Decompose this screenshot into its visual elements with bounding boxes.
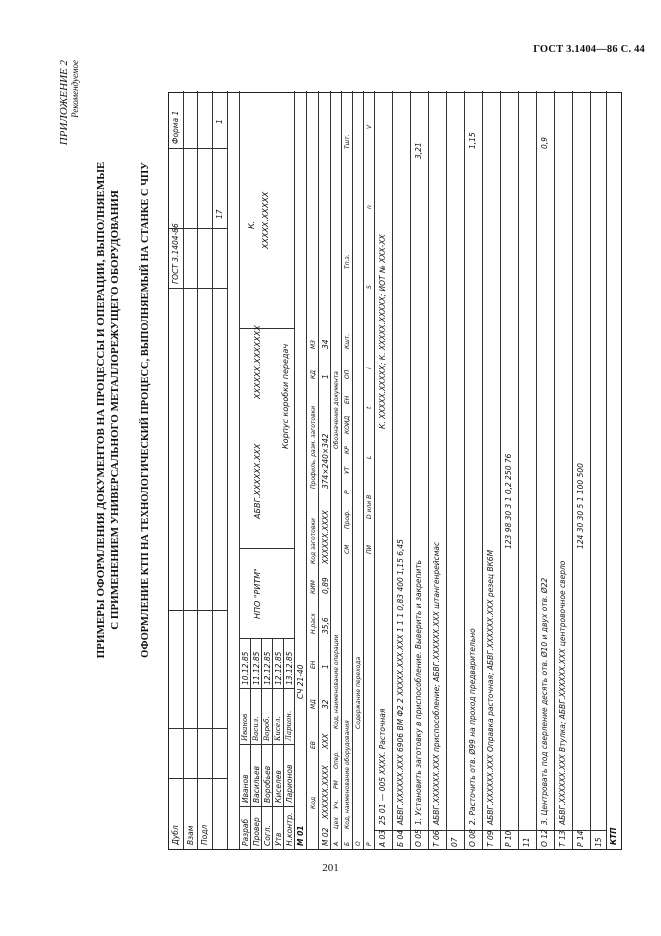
document-code-2: XXXXXX.XXXXXXX: [253, 325, 262, 399]
row-3-right: 3,21: [414, 142, 423, 159]
row-5-number: 07: [450, 837, 459, 847]
m02-profil: 374×240×342: [321, 433, 330, 489]
role-utv: Утв: [274, 832, 283, 846]
hdr-p-v: V: [366, 124, 373, 129]
sheet-total: 17: [215, 209, 224, 219]
hdr-b-op: ОП: [344, 369, 351, 379]
hdr-b-prof: Проф.: [344, 509, 351, 529]
row-1-number: А 03: [378, 829, 387, 847]
m01-header-kim: КИМ: [310, 580, 317, 594]
hdr-p-n: n: [366, 205, 373, 209]
row-13-number: 15: [594, 837, 603, 847]
role-razrab: Разраб: [241, 818, 250, 846]
hdr-o-content: Содержание перехода: [355, 656, 362, 729]
m02-kim: 0,89: [321, 577, 330, 594]
row-10-right: 0,9: [540, 137, 549, 149]
ktp-form-rotated: [168, 92, 622, 850]
material: СЧ 21-40: [296, 664, 305, 699]
m01-header-profil: Профиль, разм. заготовки: [310, 405, 317, 489]
hdr-a-rm: РМ: [333, 780, 340, 789]
hdr-b-marker: Б: [344, 841, 351, 846]
hdr-p-s: S: [366, 285, 373, 289]
m02-code: XXXXXX.XXXX: [321, 765, 330, 819]
row-10-text: 3. Центровать под сверление десять отв. Ø10 и двух отв. Ø22: [540, 577, 549, 825]
row-9-number: 11: [522, 837, 531, 847]
appendix-note: Рекомендуемое: [70, 60, 80, 118]
hdr-p-i: i: [366, 367, 373, 369]
m01-header-ev: ЕВ: [310, 741, 317, 749]
m01-header-md: МД: [310, 699, 317, 709]
row-10-number: О 12: [540, 829, 549, 847]
page-number: 201: [322, 862, 339, 874]
m02-kod-zag: XXXXXX.XXXX: [321, 510, 330, 564]
hdr-b-en: ЕН: [344, 395, 351, 404]
date-4: 12.12.85: [274, 651, 283, 685]
m01-header-kod-zag: Код заготовки: [310, 518, 317, 564]
hdr-b-sm: СМ: [344, 544, 351, 554]
left-label-vzam: Взам: [186, 825, 195, 845]
row-2-number: Б 04: [396, 829, 405, 847]
signature-5: Ларион.: [285, 710, 293, 741]
appendix-label-block: [58, 60, 80, 260]
page-title: [94, 130, 122, 690]
name-4: Киселев: [274, 770, 283, 803]
row-7-text: АБВГ.ХХХХХХ.ХХХ Оправка расточная; АБВГ.ХХХХХХ.ХХХ резец ВК6М: [486, 549, 495, 825]
row-11-text: АБВГ.ХХХХХХ.ХХХ Втулка; АБВГ.ХХХХХХ.ХХХ центровочное сверло: [558, 560, 567, 825]
role-sogl: Согл.: [263, 825, 272, 846]
row-6-text: 2. Расточить отв. Ø99 на проход предварительно: [468, 628, 477, 825]
hdr-b-ksht: Кшт.: [344, 333, 351, 349]
m01-header-en: ЕН: [310, 660, 317, 669]
m02-md: 32: [321, 699, 330, 709]
signature-2: Васил.: [252, 716, 260, 741]
m02-ev: XXX: [321, 733, 330, 749]
date-1: 10.12.85: [241, 651, 250, 685]
left-label-dubl: Дубл: [171, 825, 180, 845]
name-1: Иванов: [241, 774, 250, 803]
hdr-a-oper: Опер.: [333, 750, 340, 769]
hdr-a-uch: Уч.: [333, 799, 340, 809]
hdr-p-marker: Р: [366, 842, 373, 846]
row-1-text: 25 01 — 005 ХХХХ. Расточная: [378, 708, 387, 825]
row-8-text: 123 98 30 3 1 0,2 250 76: [504, 453, 513, 549]
date-5: 13.12.85: [285, 651, 294, 685]
row-3-number: О 05: [414, 829, 423, 847]
date-3: 12.12.85: [263, 651, 272, 685]
hdr-b-kr: КР: [344, 446, 351, 454]
hdr-o-marker: О: [355, 841, 362, 846]
hdr-p-t: t: [366, 406, 373, 409]
m02-mz: 34: [321, 339, 330, 349]
hdr-a-name: Код, наименование операции: [333, 634, 340, 729]
document-code: АБВГ.XXXXXX.XXX: [253, 443, 262, 519]
form-number: Форма 1: [171, 110, 180, 144]
signature-4: Кисел.: [274, 716, 282, 741]
m02-kd: 1: [321, 374, 330, 379]
hdr-a-marker: А: [333, 841, 340, 846]
hdr-b-tpz: Тп.з.: [344, 254, 351, 269]
hdr-b-equipment: Код, наименование оборудования: [344, 720, 351, 829]
name-2: Васильев: [252, 766, 261, 803]
row-1-right: К. ХХХХХ.ХХХХХ; К. ХХХХХ.ХХХХХ; ИОТ № ХХХ-ХХ: [378, 234, 387, 429]
hdr-b-koid: КОИД: [344, 415, 351, 434]
row-7-number: Т 09: [486, 830, 495, 847]
role-prover: Провер: [252, 817, 261, 846]
left-label-podl: Подл: [200, 824, 209, 845]
hdr-b-tsht: Тшт.: [344, 134, 351, 149]
row-6-number: О 08: [468, 829, 477, 847]
row-8-number: Р 10: [504, 830, 513, 847]
m01-header-kd: КД: [310, 370, 317, 379]
m02-label: М 02: [321, 827, 330, 846]
organization: НПО "РИТМ": [253, 568, 262, 619]
role-nkontr: Н.контр.: [285, 812, 294, 846]
m02-nrash: 35,6: [321, 617, 330, 634]
name-3: Воробьев: [263, 765, 272, 803]
row-4-text: АБВГ.ХХХХХХ.ХХХ приспособление; АБВГ.ХХХХХХ.ХХХ штангенрейсмас: [432, 541, 441, 825]
sheet-number: 1: [215, 119, 224, 124]
row-2-text: АБВГ.ХХХХХХ.ХХХ 6906 ВМ Ф2 2 ХХХХХ.ХХХ.ХХХ 1 1 1 0,83 400 1,15 6,45: [396, 539, 405, 825]
row-4-number: Т 06: [432, 830, 441, 847]
date-2: 11.12.85: [252, 651, 261, 685]
m01-label: М 01: [296, 825, 305, 846]
hdr-a-doc: Обозначение документа: [333, 371, 340, 449]
row-12-text: 124 30 30 5 1 100 500: [576, 463, 585, 549]
row-3-text: 1. Установить заготовку в приспособление. Выверить и закрепить: [414, 559, 423, 825]
hdr-a-tseh: Цех: [333, 817, 340, 829]
signature-3: Вороб.: [263, 716, 271, 741]
hdr-p-d: D или В: [366, 494, 373, 519]
part-name: Корпус коробки передач: [281, 343, 290, 449]
title-line-1: ПРИМЕРЫ ОФОРМЛЕНИЯ ДОКУМЕНТОВ НА ПРОЦЕССЫ И ОПЕРАЦИИ, ВЫПОЛНЯЕМЫЕ: [95, 161, 107, 659]
standard-reference: ГОСТ 3.1404—86 С. 44: [533, 44, 645, 55]
row-11-number: Т 13: [558, 830, 567, 847]
m01-header-mz: МЗ: [310, 339, 317, 349]
ktp-form: [168, 92, 622, 850]
appendix-label: ПРИЛОЖЕНИЕ 2: [58, 60, 70, 146]
hdr-p-l: L: [366, 455, 373, 459]
part-code: К.: [247, 220, 256, 229]
m01-header-kod: Код: [310, 796, 317, 809]
m01-header-nrash: Н.расх: [310, 613, 317, 634]
m02-en: 1: [321, 664, 330, 669]
form-footer-ktp: КТП: [609, 827, 618, 845]
title-line-2: С ПРИМЕНЕНИЕМ УНИВЕРСАЛЬНОГО МЕТАЛЛОРЕЖУЩЕГО ОБОРУДОВАНИЯ: [109, 190, 121, 630]
hdr-b-ut: УТ: [344, 466, 351, 474]
hdr-p-pi: ПИ: [366, 545, 373, 554]
gost-code: ГОСТ 3.1404-86: [171, 223, 180, 284]
hdr-b-r: Р: [344, 490, 351, 494]
page-subtitle: ОФОРМЛЕНИЕ КТП НА ТЕХНОЛОГИЧЕСКИЙ ПРОЦЕСС, ВЫПОЛНЯЕМЫЙ НА СТАНКЕ С ЧПУ: [140, 162, 151, 658]
row-12-number: Р 14: [576, 830, 585, 847]
row-6-right: 1,15: [468, 132, 477, 149]
signature-1: Иванов: [241, 713, 249, 741]
name-5: Ларионов: [285, 764, 294, 803]
part-code-2: XXXXX.XXXXX: [261, 191, 270, 249]
